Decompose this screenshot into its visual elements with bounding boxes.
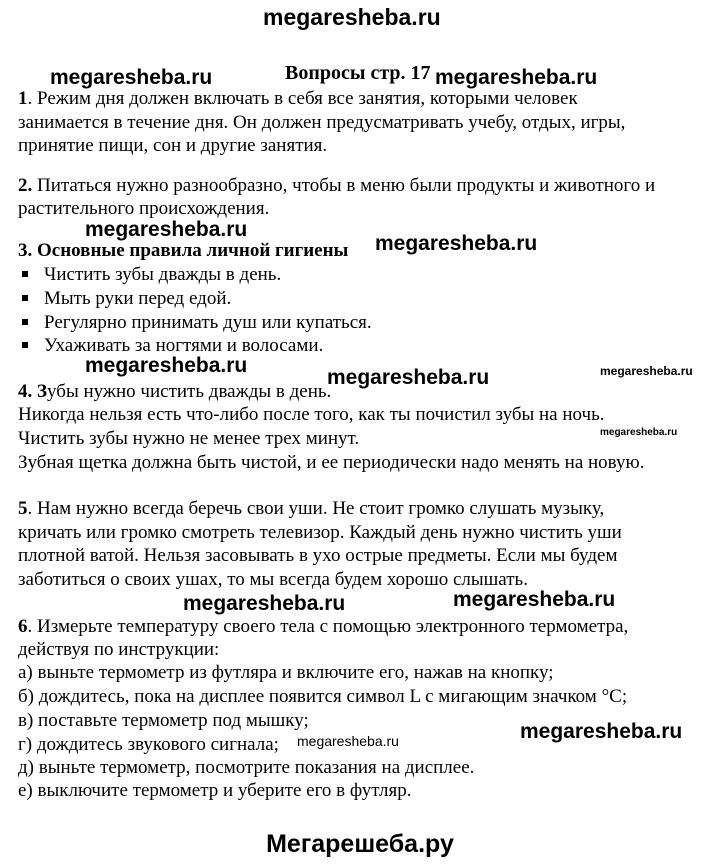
answer-5-line: кричать или громко смотреть телевизор. Каждый день нужно чистить уши [18, 522, 622, 543]
bullet-icon [22, 271, 28, 277]
site-watermark-top: megaresheba.ru [263, 4, 441, 30]
list-item [22, 312, 372, 334]
watermark: megaresheba.ru [600, 427, 678, 438]
instruction-step: д) выньте термометр, посмотрите показания на дисплее. [18, 757, 475, 778]
bullet-icon [22, 342, 28, 348]
list-item-text: Регулярно принимать душ или купаться. [44, 312, 372, 333]
answer-4-text: убы нужно чистить дважды в день. [47, 381, 332, 402]
bullet-icon [22, 319, 28, 325]
footer-site-name: Мегарешеба.ру [266, 830, 454, 858]
list-item [22, 264, 281, 286]
list-item-text: Мыть руки перед едой. [44, 288, 232, 309]
answer-2-line [18, 175, 655, 197]
watermark: megaresheba.ru [85, 354, 248, 377]
watermark: megaresheba.ru [435, 66, 598, 89]
instruction-step: е) выключите термометр и уберите его в футляр. [18, 780, 412, 801]
watermark: megaresheba.ru [50, 66, 213, 89]
answer-1-line [18, 88, 578, 110]
answer-4-number: 4. З [18, 381, 48, 402]
watermark: megaresheba.ru [85, 218, 248, 241]
answer-3-heading: . Основные правила личной гигиены [27, 240, 349, 261]
answer-5-text: . Нам нужно всегда беречь свои уши. Не стоит громко слушать музыку, [27, 498, 605, 519]
bullet-icon [22, 295, 28, 301]
list-item [22, 288, 231, 310]
answer-3-title [18, 240, 348, 262]
answer-1-number: 1 [18, 88, 28, 109]
answer-1-line: принятие пищи, сон и другие занятия. [18, 135, 328, 156]
page-heading: Вопросы стр. 17 [285, 62, 431, 84]
answer-6-number: 6 [18, 616, 28, 637]
watermark: megaresheba.ru [600, 364, 693, 378]
instruction-step: г) дождитесь звукового сигнала; [18, 734, 279, 755]
watermark: megaresheba.ru [327, 366, 490, 389]
answer-6-line: действуя по инструкции: [18, 639, 220, 660]
answer-5-line: заботиться о своих ушах, то мы всегда будем хорошо слышать. [18, 569, 528, 590]
instruction-step: в) поставьте термометр под мышку; [18, 710, 309, 731]
watermark: megaresheba.ru [520, 720, 683, 743]
watermark: megaresheba.ru [453, 588, 616, 611]
instruction-step: б) дождитесь, пока на дисплее появится символ L с мигающим значком °С; [18, 686, 628, 707]
answer-4-line: Никогда нельзя есть что-либо после того, как ты почистил зубы на ночь. [18, 404, 605, 425]
answer-5-line [18, 498, 604, 520]
answer-6-line [18, 616, 628, 638]
watermark: megaresheba.ru [183, 592, 346, 615]
list-item-text: Ухаживать за ногтями и волосами. [44, 335, 324, 356]
answer-4-line: Зубная щетка должна быть чистой, и ее периодически надо менять на новую. [18, 452, 645, 473]
answer-3-number: 3 [18, 240, 28, 261]
answer-6-text: . Измерьте температуру своего тела с помощью электронного термометра, [27, 616, 629, 637]
answer-4-line: Чистить зубы нужно не менее трех минут. [18, 428, 360, 449]
watermark: megaresheba.ru [297, 733, 399, 749]
answer-2-number: 2. [18, 175, 33, 196]
answer-4-line [18, 381, 331, 403]
answer-1-text: . Режим дня должен включать в себя все занятия, которыми человек [27, 88, 578, 109]
list-item-text: Чистить зубы дважды в день. [44, 264, 282, 285]
answer-2-text: Питаться нужно разнообразно, чтобы в меню были продукты и животного и [32, 175, 656, 196]
answer-5-number: 5 [18, 498, 28, 519]
answer-2-line: растительного происхождения. [18, 198, 270, 219]
answer-1-line: занимается в течение дня. Он должен предусматривать учебу, отдых, игры, [18, 112, 626, 133]
watermark: megaresheba.ru [375, 232, 538, 255]
answer-5-line: плотной ватой. Нельзя засовывать в ухо острые предметы. Если мы будем [18, 545, 618, 566]
instruction-step: а) выньте термометр из футляра и включите его, нажав на кнопку; [18, 662, 554, 683]
